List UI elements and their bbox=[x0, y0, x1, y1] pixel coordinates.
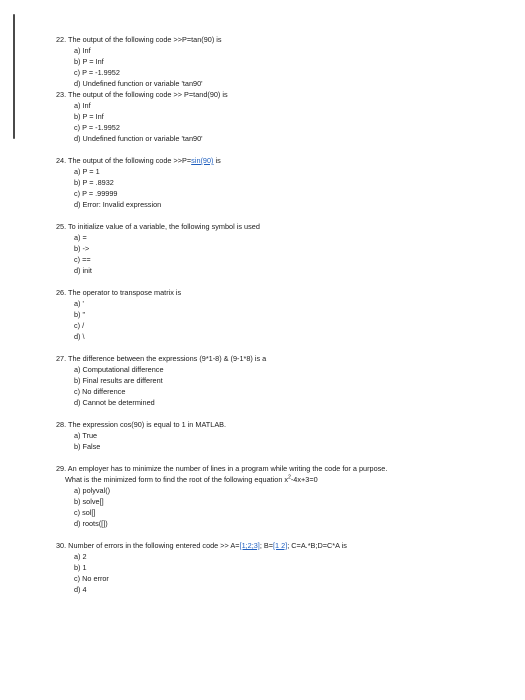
question-23 bbox=[56, 89, 506, 144]
question-stem: 29. An employer has to minimize the number of lines in a program while writing the code for a purpose. bbox=[56, 464, 388, 473]
option-c: c) No difference bbox=[74, 387, 126, 396]
option-b: b) Final results are different bbox=[74, 376, 163, 385]
option-a: a) Computational difference bbox=[74, 365, 164, 374]
exponent: 2 bbox=[288, 474, 291, 481]
option-d: d) \ bbox=[74, 332, 85, 341]
option-b: b) P = Inf bbox=[74, 112, 104, 121]
question-stem: 22. The output of the following code >>P=tan(90) is bbox=[56, 35, 222, 44]
question-stem: 26. The operator to transpose matrix is bbox=[56, 288, 182, 297]
stem-text: ; C=A.*B;D=C*A is bbox=[287, 541, 347, 550]
option-d: d) roots([]) bbox=[74, 519, 108, 528]
option-a: a) ' bbox=[74, 299, 84, 308]
option-b: b) " bbox=[74, 310, 86, 319]
option-b: b) solve[] bbox=[74, 497, 104, 506]
stem-text: 30. Number of errors in the following entered code >> A= bbox=[56, 541, 240, 550]
question-stem bbox=[56, 155, 506, 166]
option-a: a) True bbox=[74, 431, 98, 440]
scroll-edge-bar bbox=[13, 14, 15, 139]
matrix-a-link[interactable]: [1;2;3] bbox=[239, 541, 260, 550]
option-a: a) = bbox=[74, 233, 87, 242]
option-b: b) 1 bbox=[74, 563, 87, 572]
question-stem bbox=[56, 540, 506, 551]
question-stem: 27. The difference between the expressions (9*1-8) & (9-1*8) is a bbox=[56, 354, 267, 363]
option-d: d) 4 bbox=[74, 585, 87, 594]
option-a: a) Inf bbox=[74, 46, 91, 55]
question-26 bbox=[56, 287, 506, 342]
stem-text: What is the minimized form to find the root of the following equation x bbox=[65, 475, 289, 484]
option-d: d) Undefined function or variable 'tan90' bbox=[74, 79, 203, 88]
question-25 bbox=[56, 221, 506, 276]
option-b: b) False bbox=[74, 442, 101, 451]
question-27 bbox=[56, 353, 506, 408]
question-29 bbox=[56, 463, 506, 529]
option-d: d) Cannot be determined bbox=[74, 398, 155, 407]
question-stem: 28. The expression cos(90) is equal to 1 in MATLAB. bbox=[56, 420, 227, 429]
option-c: c) P = -1.9952 bbox=[74, 68, 120, 77]
stem-text: ; B= bbox=[259, 541, 274, 550]
option-c: c) == bbox=[74, 255, 91, 264]
question-stem: 25. To initialize value of a variable, the following symbol is used bbox=[56, 222, 260, 231]
option-d: d) Undefined function or variable 'tan90' bbox=[74, 134, 203, 143]
sin-link[interactable]: sin(90) bbox=[191, 156, 214, 165]
option-a: a) polyval() bbox=[74, 486, 111, 495]
option-b: b) P = .8932 bbox=[74, 178, 114, 187]
option-b: b) P = Inf bbox=[74, 57, 104, 66]
option-b: b) -> bbox=[74, 244, 90, 253]
quiz-document bbox=[56, 34, 506, 595]
option-c: c) P = .99999 bbox=[74, 189, 118, 198]
question-30 bbox=[56, 540, 506, 595]
option-a: a) 2 bbox=[74, 552, 87, 561]
question-22 bbox=[56, 34, 506, 89]
option-a: a) Inf bbox=[74, 101, 91, 110]
stem-text: 24. The output of the following code >>P= bbox=[56, 156, 192, 165]
option-c: c) P = -1.9952 bbox=[74, 123, 120, 132]
option-c: c) / bbox=[74, 321, 85, 330]
option-d: d) init bbox=[74, 266, 92, 275]
matrix-b-link[interactable]: [1 2] bbox=[273, 541, 288, 550]
question-stem: 23. The output of the following code >> P=tand(90) is bbox=[56, 90, 228, 99]
option-d: d) Error: Invalid expression bbox=[74, 200, 162, 209]
question-28 bbox=[56, 419, 506, 452]
option-a: a) P = 1 bbox=[74, 167, 100, 176]
option-c: c) sol[] bbox=[74, 508, 96, 517]
stem-text: is bbox=[213, 156, 221, 165]
question-stem-line2 bbox=[65, 474, 506, 485]
stem-text: -4x+3=0 bbox=[290, 475, 318, 484]
question-24 bbox=[56, 155, 506, 210]
option-c: c) No error bbox=[74, 574, 109, 583]
